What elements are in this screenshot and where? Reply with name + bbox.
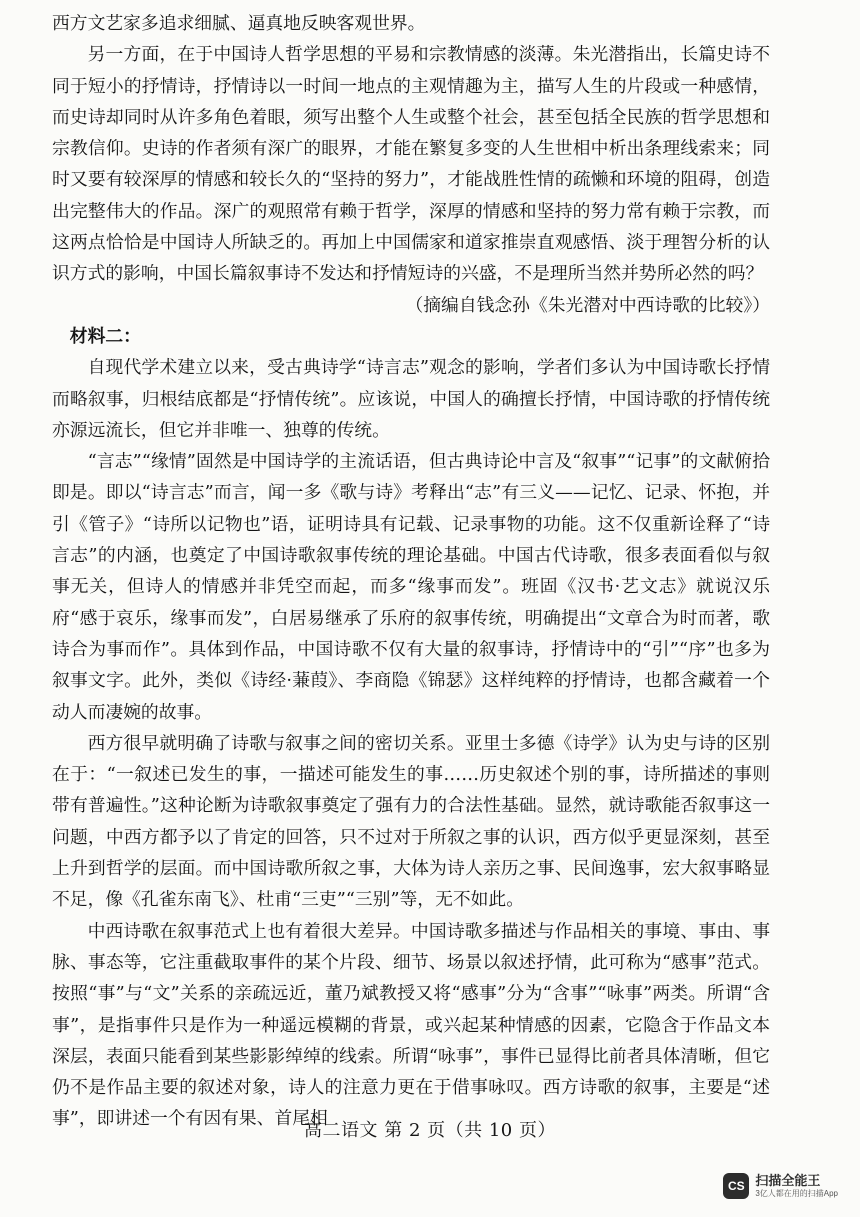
paragraph-lyric-tradition: 自现代学术建立以来，受古典诗学“诗言志”观念的影响，学者们多认为中国诗歌长抒情而略叙事，归根结底都是“抒情传统”。应该说，中国人的确擅长抒情，中国诗歌的抒情传统亦源远流长，但它并非唯一、独尊的传统。 xyxy=(52,357,770,441)
document-body xyxy=(52,8,770,1135)
scanner-watermark xyxy=(723,1173,838,1199)
section-heading-material-2: 材料二： xyxy=(69,325,141,347)
paragraph-philosophy-religion: 另一方面，在于中国诗人哲学思想的平易和宗教情感的淡薄。朱光潜指出，长篇史诗不同于短小的抒情诗，抒情诗以一时间一地点的主观情趣为主，描写人生的片段或一种感情，而史诗却同时从许多角色着眼，须写出整个人生或整个社会，甚至包括全民族的哲学思想和宗教信仰。史诗的作者须有深广的眼界，才能在繁复多变的人生世相中析出条理线索来；同时又要有较深厚的情感和较长久的“坚持的努力”，才能战胜性情的疏懒和环境的阻碍，创造出完整伟大的作品。深广的观照常有赖于哲学，深厚的情感和坚持的努力常有赖于宗教，而这两点恰恰是中国诗人所缺乏的。再加上中国儒家和道家推崇直观感悟、淡于理智分析的认识方式的影响，中国长篇叙事诗不发达和抒情短诗的兴盛，不是理所当然并势所必然的吗？ xyxy=(52,44,770,285)
source-citation: （摘编自钱念孙《朱光潜对中西诗歌的比较》） xyxy=(405,294,770,316)
scanner-subtitle: 3亿人都在用的扫描App xyxy=(755,1189,838,1198)
paragraph-western-narrative: 西方很早就明确了诗歌与叙事之间的密切关系。亚里士多德《诗学》认为史与诗的区别在于：“一叙述已发生的事，一描述可能发生的事……历史叙述个别的事，诗所描述的事则带有普遍性。”这种论断为诗歌叙事奠定了强有力的合法性基础。显然，就诗歌能否叙事这一问题，中西方都予以了肯定的回答，只不过对于所叙之事的认识，西方似乎更显深刻，甚至上升到哲学的层面。而中国诗歌所叙之事，大体为诗人亲历之事、民间逸事，宏大叙事略显不足，像《孔雀东南飞》、杜甫“三吏”“三别”等，无不如此。 xyxy=(52,732,770,911)
scanner-title: 扫描全能王 xyxy=(755,1173,821,1188)
paragraph-narrative-paradigm: 中西诗歌在叙事范式上也有着很大差异。中国诗歌多描述与作品相关的事境、事由、事脉、事态等，它注重截取事件的某个片段、细节、场景以叙述抒情，此可称为“感事”范式。按照“事”与“文”关系的亲疏远近，董乃斌教授又将“感事”分为“含事”“咏事”两类。所谓“含事”，是指事件只是作为一种遥远模糊的背景，或兴起某种情感的因素，它隐含于作品文本深层，表面只能看到某些影影绰绰的线索。所谓“咏事”，事件已显得比前者具体清晰，但它仍不是作品主要的叙述对象，诗人的注意力更在于借事咏叹。西方诗歌的叙事，主要是“述事”，即讲述一个有因有果、首尾相 xyxy=(52,920,770,1130)
camscanner-logo-icon: CS xyxy=(723,1173,749,1199)
paragraph-continuation: 西方文艺家多追求细腻、逼真地反映客观世界。 xyxy=(52,13,426,34)
paragraph-narrative-theory: “言志”“缘情”固然是中国诗学的主流话语，但古典诗论中言及“叙事”“记事”的文献俯拾即是。即以“诗言志”而言，闻一多《歌与诗》考释出“志”有三义——记忆、记录、怀抱，并引《管子》“诗所以记物也”语，证明诗具有记载、记录事物的功能。这不仅重新诠释了“诗言志”的内涵，也奠定了中国诗歌叙事传统的理论基础。中国古代诗歌，很多表面看似与叙事无关，但诗人的情感并非凭空而起，而多“缘事而发”。班固《汉书·艺文志》就说汉乐府“感于哀乐，缘事而发”，白居易继承了乐府的叙事传统，明确提出“文章合为时而著，歌诗合为事而作”。具体到作品，中国诗歌不仅有大量的叙事诗，抒情诗中的“引”“序”也多为叙事文字。此外，类似《诗经·蒹葭》、李商隐《锦瑟》这样纯粹的抒情诗，也都含藏着一个动人而凄婉的故事。 xyxy=(52,451,770,723)
page-footer: 高二语文 第 2 页（共 10 页） xyxy=(304,1120,556,1141)
scanner-watermark-text xyxy=(755,1173,838,1199)
